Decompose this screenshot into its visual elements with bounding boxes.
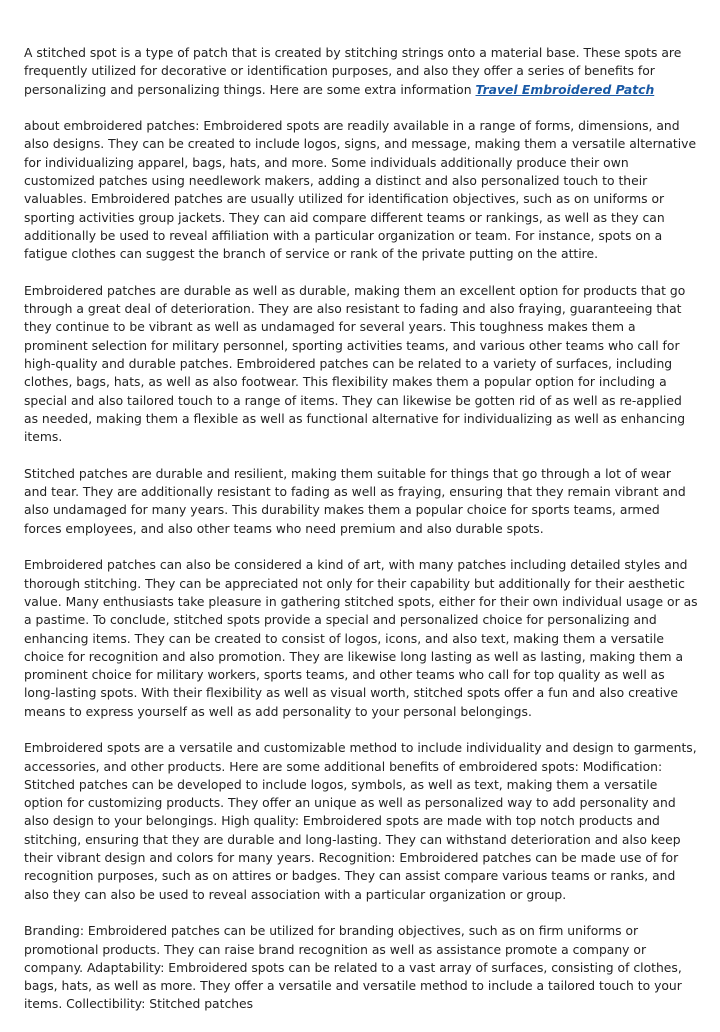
intro-text: A stitched spot is a type of patch that is created by stitching strings onto a material base. These spots are frequently utilized for decorative or identification purposes, and also they offer a series of benefits for personalizing and personalizing things. Here are some extra information	[24, 46, 682, 97]
body-paragraph-4: Embroidered patches can also be considered a kind of art, with many patches including detailed styles and thorough stitching. They can be appreciated not only for their capability but additionally for their aesthetic value. Many enthusiasts take pleasure in gathering stitched spots, either for their own individual usage or as a pastime. To conclude, stitched spots provide a special and personalized choice for personalizing and enhancing items. They can be created to consist of logos, icons, and also text, making them a versatile choice for recognition and also promotion. They are likewise long lasting as well as lasting, making them a prominent choice for military workers, sports teams, and other teams who call for top quality as well as long-lasting spots. With their flexibility as well as visual worth, stitched spots offer a fun and also creative means to express yourself as well as add personality to your personal belongings.	[24, 558, 698, 719]
body-paragraph-5: Embroidered spots are a versatile and customizable method to include individuality and design to garments, accessories, and other products. Here are some additional benefits of embroidered spots: Modification: Stitched patches can be developed to include logos, symbols, as well as text, making them a versatile option for customizing products. They offer an unique as well as personalized way to add personality and also design to your belongings. High quality: Embroidered spots are made with top notch products and stitching, ensuring that they are durable and long-lasting. They can withstand deterioration and also keep their vibrant design and colors for many years. Recognition: Embroidered patches can be made use of for recognition purposes, such as on attires or badges. They can assist compare various teams or ranks, and also they can also be used to reveal association with a particular organization or group.	[24, 741, 697, 902]
body-paragraph-3: Stitched patches are durable and resilient, making them suitable for things that go through a lot of wear and tear. They are additionally resistant to fading as well as fraying, ensuring that they remain vibrant and also undamaged for many years. This durability makes them a popular choice for sports teams, armed forces employees, and also other teams who need premium and also durable spots.	[24, 466, 686, 536]
intro-paragraph	[24, 44, 698, 99]
body-paragraph-1: about embroidered patches: Embroidered spots are readily available in a range of forms, dimensions, and also designs. They can be created to include logos, signs, and message, making them a versatile alternative for individualizing apparel, bags, hats, and more. Some individuals additionally produce their own customized patches using needlework makers, adding a distinct and also personalized touch to their valuables. Embroidered patches are usually utilized for identification objectives, such as on uniforms or sporting activities group jackets. They can aid compare different teams or rankings, as well as they can additionally be used to reveal affiliation with a particular organization or team. For instance, spots on a fatigue clothes can suggest the branch of service or rank of the private putting on the attire.	[24, 119, 697, 262]
body-paragraph-2: Embroidered patches are durable as well as durable, making them an excellent option for products that go through a great deal of deterioration. They are also resistant to fading and also fraying, guaranteeing that they continue to be vibrant as well as undamaged for several years. This toughness makes them a prominent selection for military personnel, sporting activities teams, and various other teams who call for high-quality and durable patches. Embroidered patches can be related to a variety of surfaces, including clothes, bags, hats, as well as also footwear. This flexibility makes them a popular option for including a special and also tailored touch to a range of items. They can likewise be gotten rid of as well as re-applied as needed, making them a flexible as well as functional alternative for individualizing as well as enhancing items.	[24, 283, 686, 445]
body-paragraph-6: Branding: Embroidered patches can be utilized for branding objectives, such as on firm uniforms or promotional products. They can raise brand recognition as well as assistance promote a company or company. Adaptability: Embroidered spots can be related to a vast array of surfaces, consisting of clothes, bags, hats, as well as more. They offer a versatile and versatile method to include a tailored touch to your items. Collectibility: Stitched patches	[24, 924, 682, 1012]
travel-embroidered-patch-link[interactable]: Travel Embroidered Patch	[475, 82, 655, 97]
document-page	[24, 44, 698, 1032]
